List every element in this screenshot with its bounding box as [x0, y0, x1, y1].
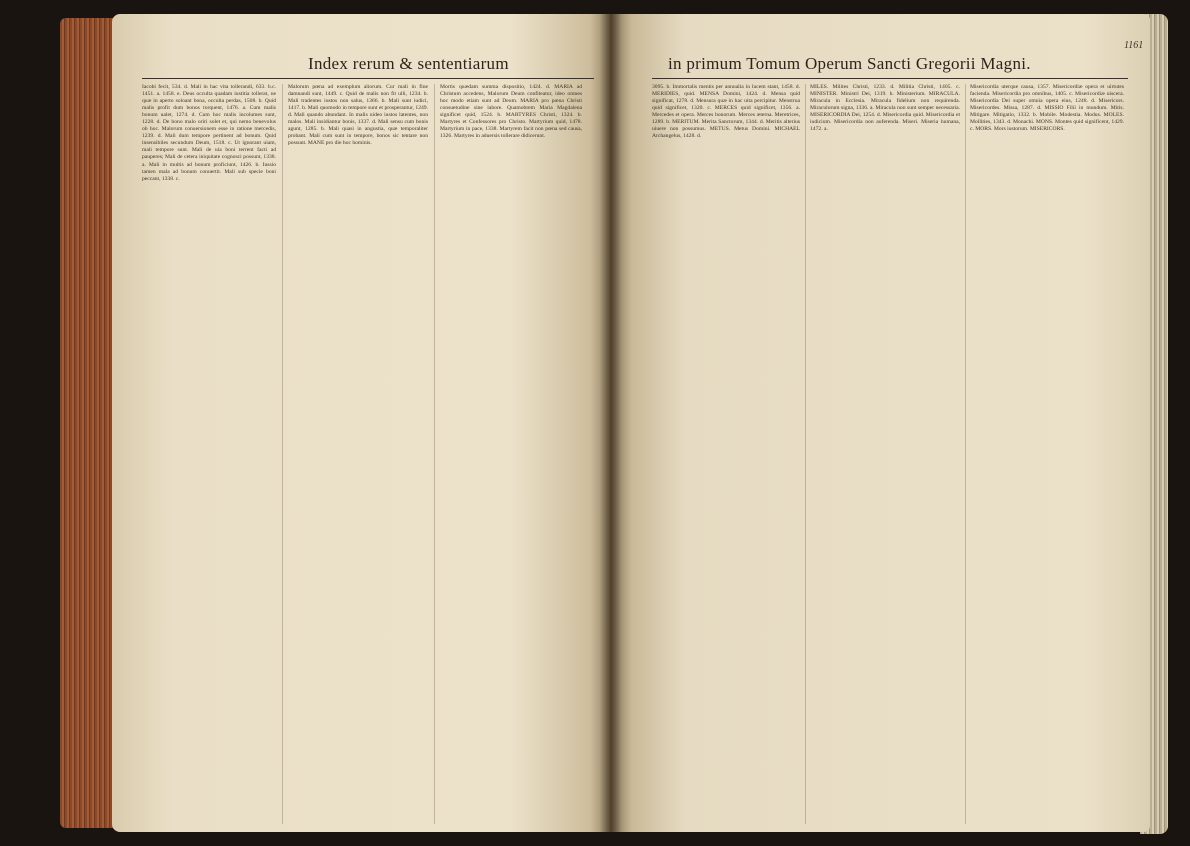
right-column-2: MILES. Milites Christi, 1233. d. Militia Christi, 1405. c. MINISTER. Ministri Dei, 1319. b. Ministerium. MIRACULA. Miracula in Ecclesia. Miracula fidelium non requirenda. Miraculorum signa, 1336. a. Miracula non sunt semper necessaria. MISERICORDIA Dei, 1254. d. Misericordia quid. Misericordia et iudicium. Misericordia non auferenda. Miseri. Miseria humana, 1472. a.: [810, 84, 960, 133]
book-gutter: [600, 14, 622, 832]
right-page: [610, 14, 1150, 832]
column-divider: [965, 84, 966, 824]
left-column-3: Mortis quædam summa dispositio, 1424. d. MARIA ad Christum accedens, Malorum Deum confiteatur, ideo omnes hoc modo etiam sunt ad Deum. MARIA pro pœna Christi consuetudine sine labore. Quamobrem Maria Magdalena significet quid, 1524. b. MARTYRES Christi, 1324. b. Martyres et Confessores pro Christo. Martyrium quid, 1478. Martyrium in pace, 1338. Martyrem facit non pœna sed causa, 1326. Martyres in aduersis tollerare didicerunt.: [440, 84, 582, 140]
left-running-head: Index rerum & sententiarum: [308, 54, 509, 73]
column-divider: [282, 84, 283, 824]
column-divider: [434, 84, 435, 824]
column-divider: [805, 84, 806, 824]
left-column-2: Malorum pœna ad exemplum aliorum. Cur mali in fine damnandi sunt, 1449. c. Quid de malis non fit ulli, 1234. b. Mali tradentes iustos non salus, 1366. b. Mali sunt iudici, 1417. b. Mali quomodo in tempore sunt et prosperantur, 1249. d. Mali quando abundant. In malis uideo iustos latentes, non malos. Mali insidiantur bonis, 1337. d. Mali sensu cum bonis agunt, 1285. b. Mali quasi in angustia, quæ temporaliter probant. Mali cum sunt in tempore, bonos sic tentare non possunt. MANE pro die hoc hominis.: [288, 84, 428, 147]
right-running-head: in primum Tomum Operum Sancti Gregorii Magni.: [668, 54, 1031, 73]
right-column-1: 3095. b. Immortalis mentis per annualia in lucem stant, 1458. d. MERIDIES, quid. MENSA Domini, 1424. d. Mensa quid significat, 1278. d. Mensura quæ in hac uita percipitur. Menstrua quid significet, 1320. c. MERCES quid significet, 1356. a. Mercedes et opera. Merces bonorum. Merces æterna. Meretrices, 1289. b. MERITUM. Merita Sanctorum, 1344. d. Meritis alterius uiuere non possumus. METUS. Metus Domini. MICHAEL Archangelus, 1428. d.: [652, 84, 800, 140]
right-column-3: Misericordia uterque causa, 1357. Misericordiæ opera et uirtutes facienda. Misericordia pro omnibus, 1405. c. Misericordiæ uiscera. Misericordia Dei super omnia opera eius, 1248. d. Misericors. Misericordes. Missa, 1287. d. MISSIO Filii in mundum. Mitis. Mitigare. Mitigatio, 1332. b. Mobile. Modestia. Modus. MOLES. Mollities, 1343. d. Monachi. MONS. Montes quid significent, 1429. c. MORS. Mors iustorum. MISERICORS.: [970, 84, 1124, 133]
right-head-rule: [652, 78, 1128, 79]
left-page: [112, 14, 610, 832]
page-number: 1161: [1124, 40, 1144, 51]
left-column-1: Iacobi fecit, 534. d. Mali in hac vita tollerandi, 633. b.c. 1451. a. 1458. e. Deus occulta quadam iustitia tollerat, ne quæ in aperto soloant bona, occulta perdas, 1508. b. Quid malis profit dum bonos torquent, 1476. a. Cum malis bonum ualet, 1274. d. Cum hoc malis incolumes sunt, 1228. d. De bono malo oriri solet et, qui nemo benevolus ob hoc. Malorum conuersionem esse in ratione mercedis, 1239. d. Mali dum tempore pertinent ad bonum. Quid insensibiles secundum Deum, 1518. c. Ut ignorant uiam, mali tempore sunt. Mali de uia boni terrent facti ad pauperes; Mali de cetera iniquitate cognosci possunt, 1338. a. Mali in multis ad bonum proficiunt, 1426. b. Iussio tamen mala ad bonum conuertit. Mali sub specie boni peccant, 1338. c.: [142, 84, 276, 182]
left-head-rule: [142, 78, 594, 79]
